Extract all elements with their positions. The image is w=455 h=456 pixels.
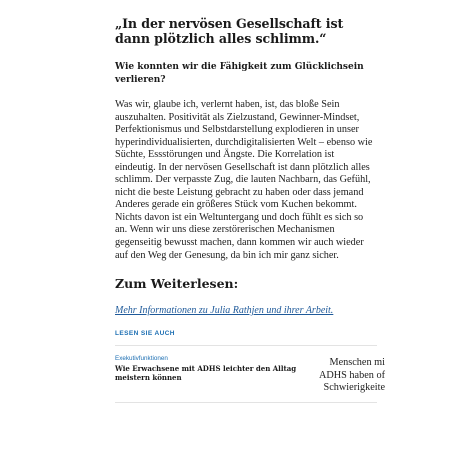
- teaser-kicker: Exekutivfunktionen: [115, 355, 168, 363]
- further-reading-heading: Zum Weiterlesen:: [115, 276, 239, 292]
- teaser-preview-clip: [315, 357, 385, 397]
- related-articles-label: LESEN SIE AUCH: [115, 330, 175, 338]
- quote-heading: „In der nervösen Gesellschaft ist dann plötzlich alles schlimm.“: [115, 16, 344, 46]
- teaser-title[interactable]: Wie Erwachsene mit ADHS leichter den Alltag meistern können: [115, 364, 297, 383]
- teaser-card[interactable]: [115, 355, 313, 382]
- more-information-link[interactable]: Mehr Informationen zu Julia Rathjen und ihrer Arbeit.: [115, 305, 334, 317]
- article-section: [115, 16, 385, 403]
- divider-bottom: [115, 402, 377, 403]
- interview-question: Wie konnten wir die Fähigkeit zum Glücklichsein verlieren?: [115, 62, 364, 85]
- related-article-teaser[interactable]: [115, 346, 385, 402]
- interview-answer: Was wir, glaube ich, verlernt haben, ist, das bloße Sein auszuhalten. Positivität als Zielzustand, Gewinner-Mindset, Perfektionismus und Selbstdarstellung explodieren in unser hyperindividualisierten, durchdigitalisierten Welt – ebenso wie Süchte, Essstörungen und Ängste. Die Korrelation ist eindeutig. In der nervösen Gesellschaft ist dann plötzlich alles schlimm. Der verpasste Zug, die lauten Nachbarn, das Gefühl, nicht die beste Leistung gebracht zu haben oder dass jemand Anderes gerade ein größeres Stück vom Kuchen bekommt. Nichts davon ist ein Weltuntergang und doch fühlt es sich so an. Wenn wir uns diese zerstörerischen Mechanismen gegenseitig bewusst machen, dann kommen wir auch wieder auf den Weg der Genesung, da bin ich mir ganz sicher.: [115, 99, 373, 261]
- teaser-preview-text: Menschen mi ADHS haben of Schwierigkeite: [318, 357, 385, 394]
